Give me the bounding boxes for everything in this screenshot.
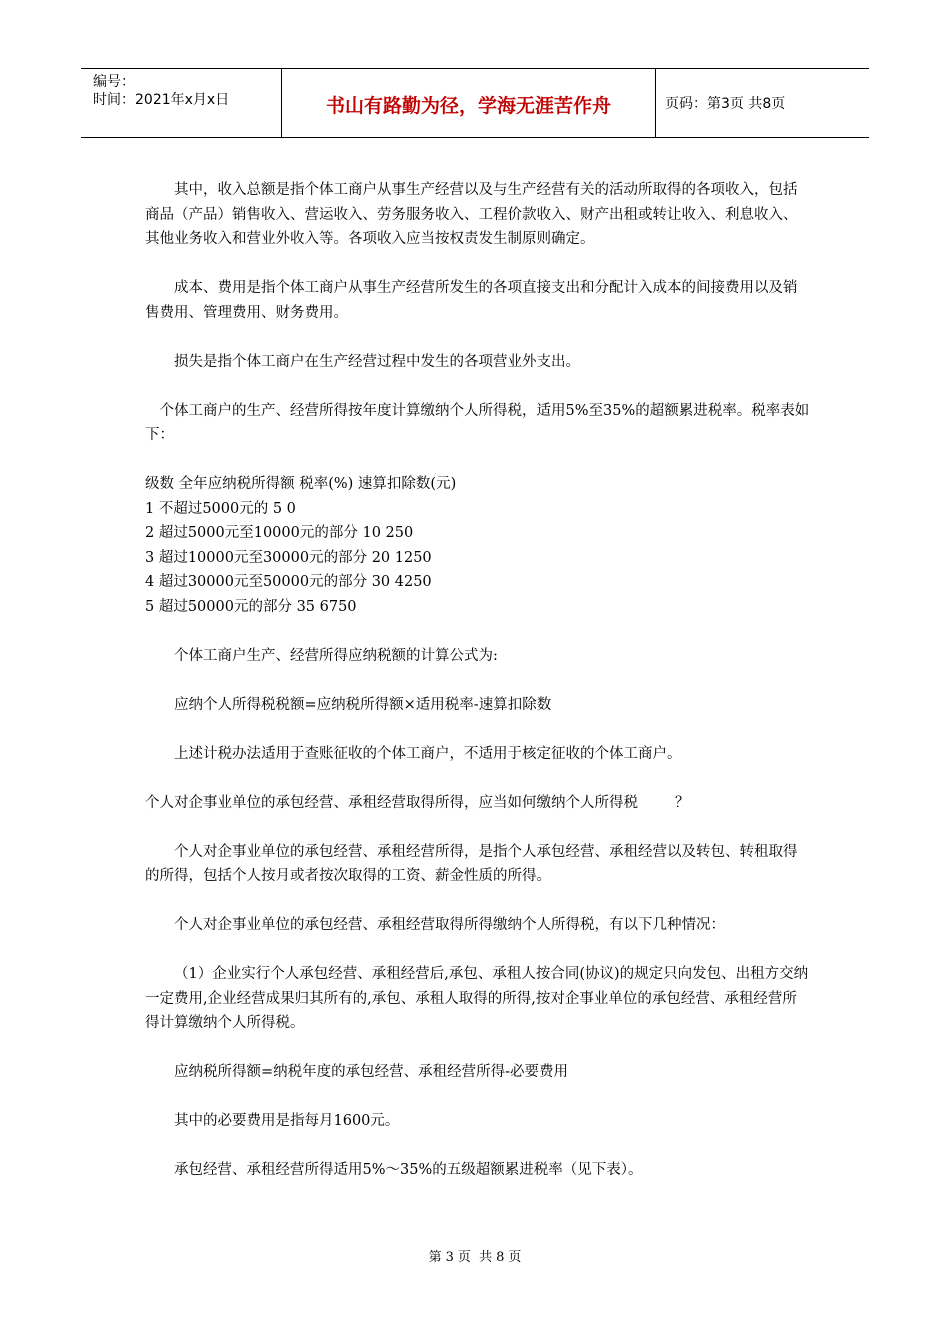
paragraph-loss-definition: 损失是指个体工商户在生产经营过程中发生的各项营业外支出。 <box>174 353 580 370</box>
header-meta-cell <box>81 69 281 137</box>
paragraph-tax-rate-intro: 个体工商户的生产、经营所得按年度计算缴纳个人所得税，适用5%至35%的超额累进税率。税率表如下： <box>145 402 810 443</box>
tax-table-header: 级数 全年应纳税所得额 税率(%) 速算扣除数(元) <box>145 476 457 492</box>
tax-table-row: 5 超过50000元的部分 35 6750 <box>145 598 357 615</box>
tax-table-row: 4 超过30000元至50000元的部分 30 4250 <box>145 574 432 590</box>
footer-mid: 页 共 <box>457 1250 493 1265</box>
footer-suffix: 页 <box>508 1250 522 1265</box>
question-heading: 个人对企事业单位的承包经营、承租经营取得所得，应当如何缴纳个人所得税 ？ <box>145 794 690 811</box>
paragraph-applicability: 上述计税办法适用于查账征收的个体工商户，不适用于核定征收的个体工商户。 <box>174 745 682 762</box>
footer-prefix: 第 <box>428 1250 442 1265</box>
page-footer <box>0 1246 950 1265</box>
tax-table-row: 3 超过10000元至30000元的部分 20 1250 <box>145 549 432 566</box>
paragraph-necessary-expenses: 其中的必要费用是指每月1600元。 <box>174 1113 400 1129</box>
tax-table-row: 1 不超过5000元的 5 0 <box>145 500 296 517</box>
header-motto-cell <box>281 69 656 137</box>
paragraph-case-1: （1）企业实行个人承包经营、承租经营后,承包、承租人按合同(协议)的规定只向发包、出租方交纳一定费用,企业经营成果归其所有的,承包、承租人取得的所得,按对企事业单位的承包经营、承租经营所得计算缴纳个人所得税。 <box>145 966 809 1031</box>
document-date: 时间：2021年x月x日 <box>93 92 230 108</box>
paragraph-contract-income-definition: 个人对企事业单位的承包经营、承租经营所得，是指个人承包经营、承租经营以及转包、转租取得的所得，包括个人按月或者按次取得的工资、薪金性质的所得。 <box>145 843 798 884</box>
paragraph-cases-intro: 个人对企事业单位的承包经营、承租经营取得所得缴纳个人所得税，有以下几种情况： <box>174 917 725 933</box>
tax-rate-table <box>145 472 810 619</box>
paragraph-cost-definition: 成本、费用是指个体工商户从事生产经营所发生的各项直接支出和分配计入成本的间接费用以及销售费用、管理费用、财务费用。 <box>145 280 798 321</box>
page-header <box>81 68 869 138</box>
tax-table-row: 2 超过5000元至10000元的部分 10 250 <box>145 525 414 541</box>
paragraph-contract-tax-rate: 承包经营、承租经营所得适用5%～35%的五级超额累进税率（见下表）。 <box>174 1162 643 1178</box>
paragraph-taxable-income-formula: 应纳税所得额=纳税年度的承包经营、承租经营所得-必要费用 <box>174 1064 569 1080</box>
footer-page-number: 3 <box>445 1250 454 1265</box>
footer-total-pages: 8 <box>496 1250 505 1265</box>
paragraph-formula: 应纳个人所得税税额=应纳税所得额×适用税率-速算扣除数 <box>174 696 552 713</box>
document-number-label: 编号： <box>93 74 135 90</box>
header-page-info: 页码：第3页 共8页 <box>665 96 786 112</box>
header-page-cell <box>655 69 869 137</box>
paragraph-formula-intro: 个体工商户生产、经营所得应纳税额的计算公式为: <box>174 647 498 664</box>
document-body <box>145 178 810 1183</box>
header-motto: 书山有路勤为径，学海无涯苦作舟 <box>325 95 611 117</box>
paragraph-income-definition: 其中，收入总额是指个体工商户从事生产经营以及与生产经营有关的活动所取得的各项收入，包括商品（产品）销售收入、营运收入、劳务服务收入、工程价款收入、财产出租或转让收入、利息收入、其他业务收入和营业外收入等。各项收入应当按权责发生制原则确定。 <box>145 182 798 247</box>
